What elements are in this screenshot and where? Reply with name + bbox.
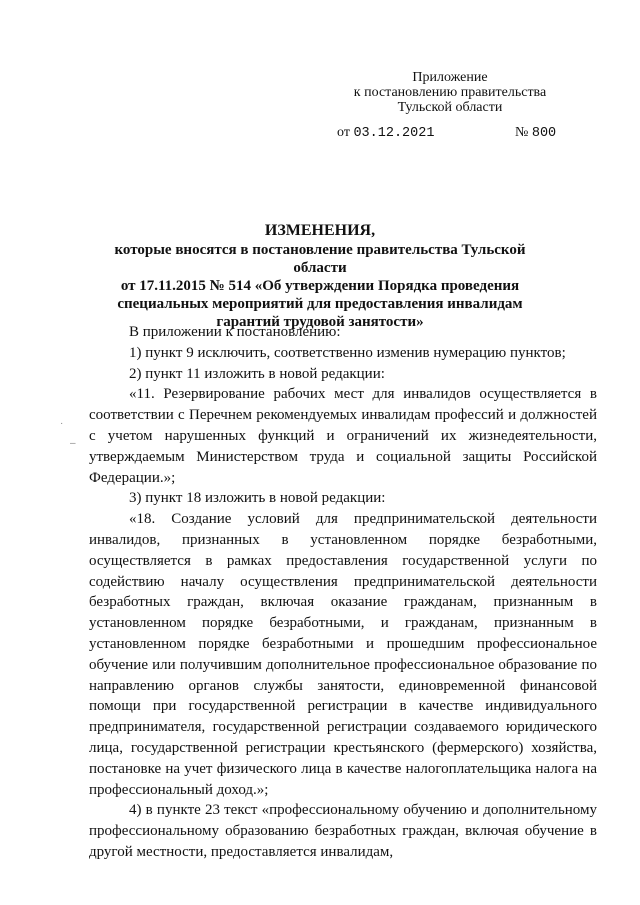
paragraph-intro: В приложении к постановлению: xyxy=(129,324,341,340)
appendix-block xyxy=(340,70,560,115)
appendix-line-1: Приложение xyxy=(412,70,488,85)
number-prefix: № xyxy=(515,125,529,140)
paragraph-item-2: 2) пункт 11 изложить в новой редакции: xyxy=(129,365,385,382)
paragraph-item-3: 3) пункт 18 изложить в новой редакции: xyxy=(129,490,386,507)
document-body xyxy=(89,322,597,863)
paragraph-point-18: «18. Создание условий для предпринимательской деятельности инвалидов, признанных в установленном порядке безработными, осуществляется в рамках предоставления государственной услуги по содействию началу осуществления предпринимательской деятельности безработных граждан, включая оказание гражданам, признанным в установленном порядке безработными, и гражданам, признанным в установленном порядке безработными и прошедшим профессиональное обучение или получившим дополнительное профессиональное образование по направлению органов службы занятости, единовременной финансовой помощи при государственной регистрации в качестве индивидуального предпринимателя, государственной регистрации создаваемого юридического лица, государственной регистрации крестьянского (фермерского) хозяйства, постановке на учет физического лица в качестве налогоплательщика налога на профессиональный доход.»; xyxy=(89,511,597,798)
heading-line-1: которые вносятся в постановление правительства Тульской области xyxy=(114,242,526,276)
paragraph-item-1: 1) пункт 9 исключить, соответственно изменив нумерацию пунктов; xyxy=(129,344,566,361)
scan-mark: · xyxy=(60,418,64,429)
date-prefix: от xyxy=(337,125,350,140)
heading-line-2: от 17.11.2015 № 514 «Об утверждении Порядка проведения xyxy=(120,278,520,294)
number-value: 800 xyxy=(531,126,557,141)
heading-line-4: гарантий трудовой занятости» xyxy=(216,314,424,330)
paragraph-item-4: 4) в пункте 23 текст «профессиональному обучению и дополнительному профессиональному образованию безработных граждан, включая обучение в другой местности, предоставляется инвалидам, xyxy=(89,802,597,860)
heading-title: ИЗМЕНЕНИЯ, xyxy=(264,222,376,239)
heading-line-3: специальных мероприятий для предоставления инвалидам xyxy=(117,296,523,312)
document-number xyxy=(515,125,556,141)
date-number-line xyxy=(337,125,562,141)
scan-mark: – xyxy=(70,438,76,449)
paragraph-point-11: «11. Резервирование рабочих мест для инвалидов осуществляется в соответствии с Перечнем рекомендуемых инвалидам профессий и должностей с учетом нарушенных функций и ограничений их жизнедеятельности, утверждаемым Министерством труда и социальной защиты Российской Федерации.»; xyxy=(89,386,597,486)
appendix-line-2: к постановлению правительства xyxy=(353,85,547,100)
appendix-line-3: Тульской области xyxy=(397,100,503,115)
document-heading xyxy=(90,222,550,331)
date-value: 03.12.2021 xyxy=(353,126,435,141)
